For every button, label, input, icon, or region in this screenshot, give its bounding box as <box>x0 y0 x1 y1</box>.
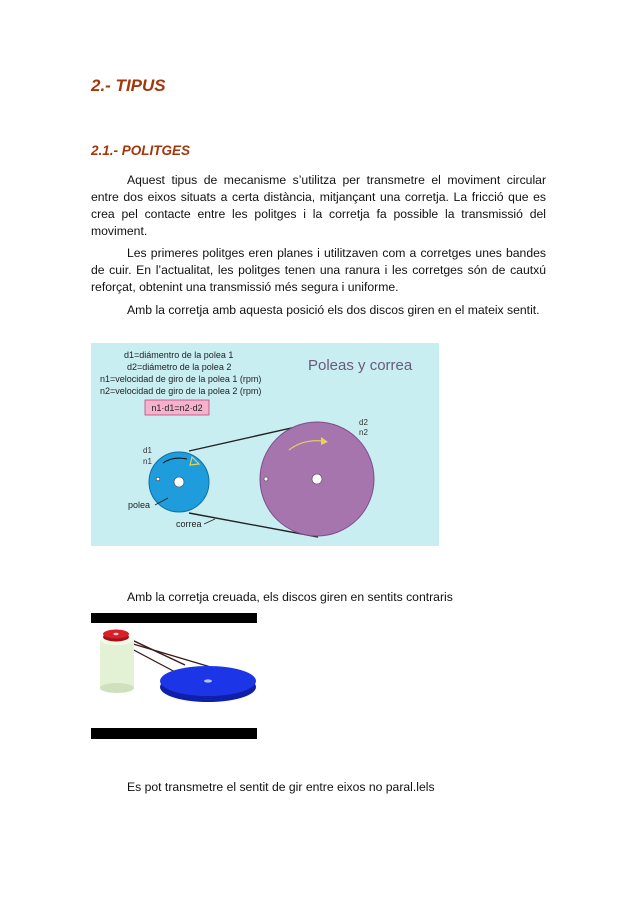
large-pulley-dot <box>264 477 268 481</box>
section-heading: 2.- TIPUS <box>91 76 166 95</box>
paragraph-same-direction: Amb la corretja amb aquesta posició els dos discos giren en el mateix sentit. <box>127 303 540 317</box>
frame-bottom <box>91 728 257 739</box>
small-pulley-dot <box>156 477 160 481</box>
legend-d1: d1=diámentro de la polea 1 <box>124 350 234 360</box>
subsection-heading: 2.1.- POLITGES <box>91 143 191 158</box>
cylinder-bottom <box>100 683 134 693</box>
pulley-belt-diagram <box>91 343 439 546</box>
legend-d2: d2=diámetro de la polea 2 <box>127 362 232 372</box>
label-d2: d2 <box>359 418 368 427</box>
large-pulley-axle <box>312 474 322 484</box>
small-disc-axle <box>114 633 119 635</box>
paragraph-crossed-belt: Amb la corretja creuada, els discos giren en sentits contraris <box>127 590 453 604</box>
legend-n2: n2=velocidad de giro de la polea 2 (rpm) <box>100 386 262 396</box>
cylinder-body <box>100 640 134 688</box>
formula-text: n1·d1=n2·d2 <box>151 403 203 413</box>
legend-n1: n1=velocidad de giro de la polea 1 (rpm) <box>100 374 262 384</box>
label-correa: correa <box>176 519 202 529</box>
small-pulley-axle <box>174 477 184 487</box>
large-disc-axle <box>204 679 212 682</box>
paragraph-history: Les primeres politges eren planes i utilitzaven com a corretges unes bandes de cuir. En l’actualitat, les politges tenen una ranura i les corretges són de cautxú reforçat, obtenint una transmissió més segura i uniforme. <box>91 246 546 294</box>
crossed-belt-image <box>91 613 257 739</box>
paragraph-non-parallel: Es pot transmetre el sentit de gir entre eixos no paral.lels <box>127 780 435 794</box>
label-d1: d1 <box>143 446 152 455</box>
label-n2: n2 <box>359 428 368 437</box>
label-n1: n1 <box>143 457 152 466</box>
diagram-title: Poleas y correa <box>308 357 413 374</box>
label-polea: polea <box>128 500 151 510</box>
frame-top <box>91 613 257 623</box>
paragraph-intro: Aquest tipus de mecanisme s’utilitza per transmetre el moviment circular entre dos eixos situats a certa distància, mitjançant una corretja. La fricció que es crea pel contacte entre les politges i la corretja fa possible la transmissió del moviment. <box>91 173 546 238</box>
